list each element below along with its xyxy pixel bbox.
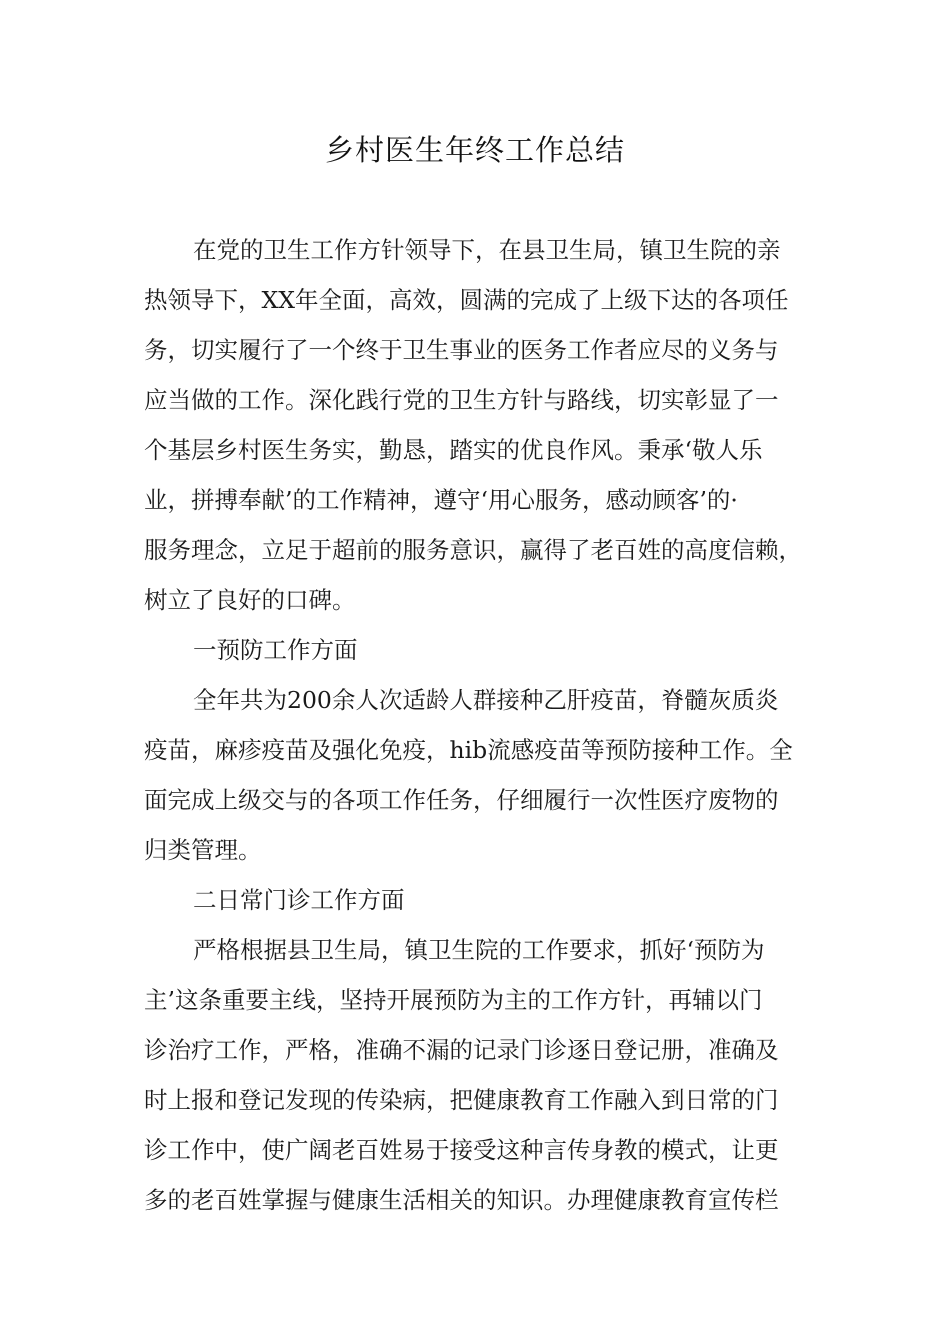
paragraph-line: 服务理念，立足于超前的服务意识，赢得了老百姓的高度信赖， [144,536,802,564]
paragraph-line: 诊工作中，使广阔老百姓易于接受这种言传身教的模式，让更 [144,1136,779,1164]
paragraph-line: 树立了良好的口碑。 [144,586,356,614]
paragraph-line: 严格根据县卫生局，镇卫生院的工作要求，抓好‘预防为 [193,936,765,964]
paragraph-line: 面完成上级交与的各项工作任务，仔细履行一次性医疗废物的 [144,786,779,814]
paragraph-line: 诊治疗工作，严格，准确不漏的记录门诊逐日登记册，准确及 [144,1036,779,1064]
paragraph-line: 主’这条重要主线，坚持开展预防为主的工作方针，再辅以门 [144,986,763,1014]
paragraph-line: 应当做的工作。深化践行党的卫生方针与路线，切实彰显了一 [144,386,779,414]
paragraph-line: 个基层乡村医生务实，勤恳，踏实的优良作风。秉承‘敬人乐 [144,436,763,464]
paragraph-line: 疫苗，麻疹疫苗及强化免疫，hib流感疫苗等预防接种工作。全 [144,736,793,764]
paragraph-line: 归类管理。 [144,836,262,864]
paragraph-line: 全年共为200余人次适龄人群接种乙肝疫苗，脊髓灰质炎 [193,686,779,714]
paragraph-line: 多的老百姓掌握与健康生活相关的知识。办理健康教育宣传栏 [144,1186,779,1214]
paragraph-line: 务，切实履行了一个终于卫生事业的医务工作者应尽的义务与 [144,336,779,364]
document-title: 乡村医生年终工作总结 [324,133,625,167]
paragraph-line: 热领导下，XX年全面，高效，圆满的完成了上级下达的各项任 [144,286,789,314]
paragraph-line: 时上报和登记发现的传染病，把健康教育工作融入到日常的门 [144,1086,779,1114]
paragraph-line: 在党的卫生工作方针领导下，在县卫生局，镇卫生院的亲 [193,236,781,264]
section-heading-prevention: 一预防工作方面 [193,636,358,664]
paragraph-line: 业，拼搏奉献’的工作精神，遵守‘用心服务，感动顾客’的· [144,486,738,514]
section-heading-outpatient: 二日常门诊工作方面 [193,886,405,914]
